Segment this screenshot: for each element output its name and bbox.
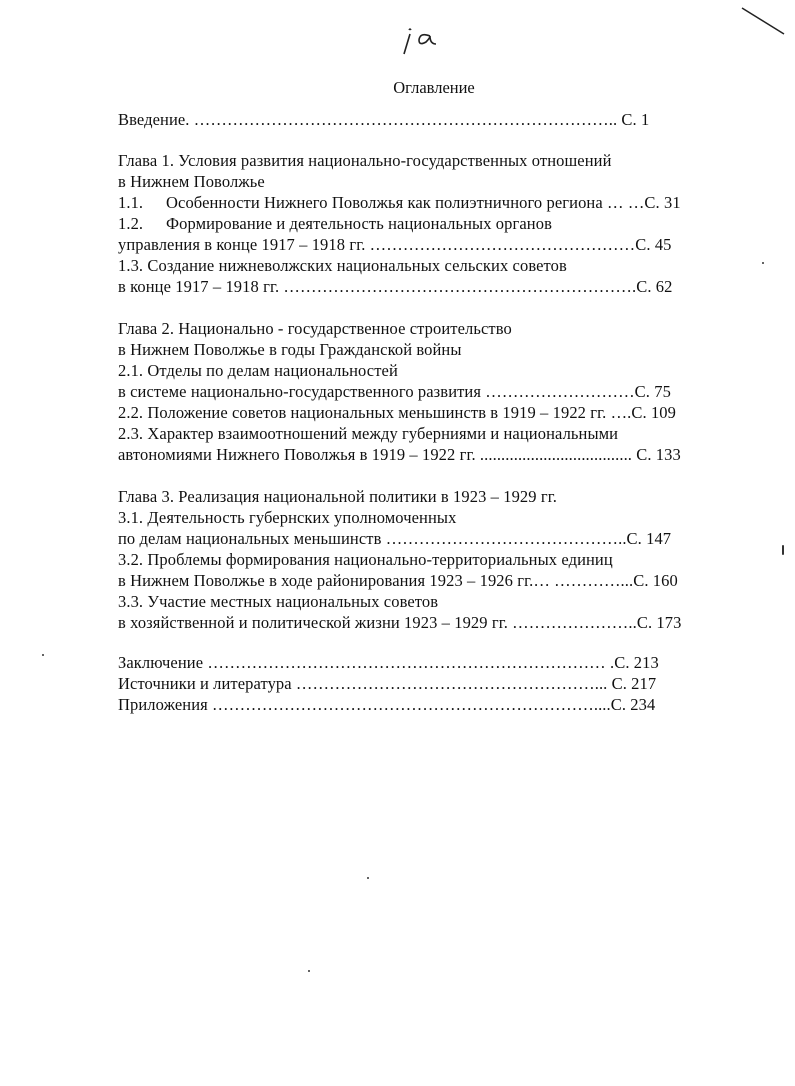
section-text: Формирование и деятельность национальных органов — [166, 214, 552, 233]
chapter-2-title: Глава 2. Национально - государственное строительство — [118, 319, 512, 338]
toc-entry-1-2-cont: управления в конце 1917 – 1918 гг. …………………………………………С. 45 — [118, 235, 672, 254]
toc-intro: Введение. ………………………………………………………………….. С. 1 — [118, 110, 650, 129]
section-number: 1.1. — [118, 193, 144, 212]
toc-sources: Источники и литература ………………………………………………... С. 217 — [118, 674, 657, 693]
chapter-1-title-cont: в Нижнем Поволжье — [118, 172, 265, 191]
section-text: Особенности Нижнего Поволжья как полиэтничного региона … …С. 31 — [166, 193, 681, 212]
chapter-1-title: Глава 1. Условия развития национально-государственных отношений — [118, 151, 612, 170]
toc-entry-1-3-cont: в конце 1917 – 1918 гг. ……………………………………………………….С. 62 — [118, 277, 673, 296]
toc-entry-2-1-cont: в системе национально-государственного развития ………………………С. 75 — [118, 382, 671, 401]
toc-entry-3-3-cont: в хозяйственной и политической жизни 1923 – 1929 гг. …………………..С. 173 — [118, 613, 682, 632]
chapter-2-title-cont: в Нижнем Поволжье в годы Гражданской войны — [118, 340, 462, 359]
page-title: Оглавление — [393, 78, 475, 97]
toc-entry-1-2 — [118, 213, 552, 234]
toc-entry-3-1-cont: по делам национальных меньшинств ……………………………………..С. 147 — [118, 529, 672, 548]
scan-speck — [762, 262, 764, 264]
scan-speck — [42, 654, 44, 656]
toc-entry-3-3: 3.3. Участие местных национальных советов — [118, 592, 439, 611]
toc-conclusion: Заключение ……………………………………………………………… .С. 213 — [118, 653, 659, 672]
scan-speck — [308, 970, 310, 972]
toc-entry-2-3-cont: автономиями Нижнего Поволжья в 1919 – 1922 гг. .................................... С. 133 — [118, 445, 681, 464]
toc-entry-1-1 — [118, 192, 681, 213]
toc-entry-3-2-cont: в Нижнем Поволжье в ходе районирования 1923 – 1926 гг.… …………...С. 160 — [118, 571, 678, 590]
toc-appendix: Приложения ……………………………………………………………....С. 234 — [118, 695, 656, 714]
toc-entry-3-2: 3.2. Проблемы формирования национально-территориальных единиц — [118, 550, 613, 569]
toc-entry-2-1: 2.1. Отделы по делам национальностей — [118, 361, 398, 380]
section-number: 1.2. — [118, 214, 144, 233]
chapter-3-title: Глава 3. Реализация национальной политики в 1923 – 1929 гг. — [118, 487, 557, 506]
toc-entry-1-3: 1.3. Создание нижневолжских национальных сельских советов — [118, 256, 567, 275]
toc-entry-2-3: 2.3. Характер взаимоотношений между губерниями и национальными — [118, 424, 619, 443]
scan-speck — [367, 877, 369, 879]
toc-entry-3-1: 3.1. Деятельность губернских уполномоченных — [118, 508, 457, 527]
handwritten-mark — [396, 24, 444, 58]
toc-entry-2-2: 2.2. Положение советов национальных меньшинств в 1919 – 1922 гг. ….С. 109 — [118, 403, 677, 422]
corner-pen-stroke — [738, 4, 788, 38]
scan-speck — [782, 545, 784, 555]
